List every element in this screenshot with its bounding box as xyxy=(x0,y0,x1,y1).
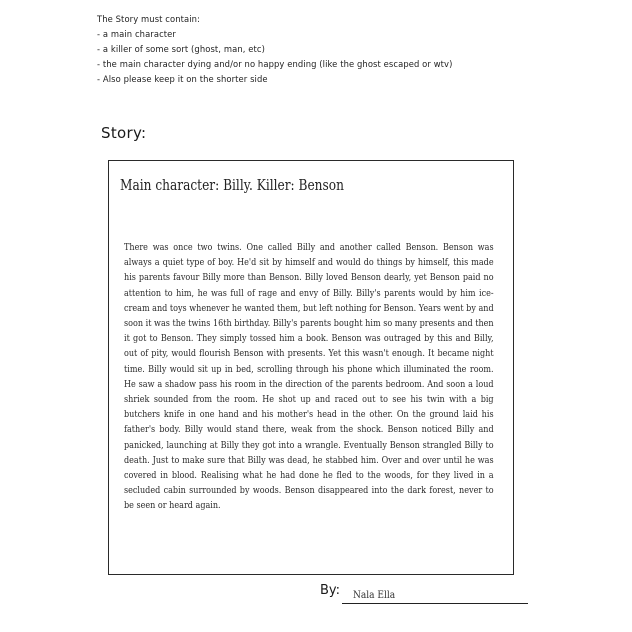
story-box xyxy=(108,160,514,575)
requirements-list xyxy=(97,12,617,87)
requirement-item: - Also please keep it on the shorter side xyxy=(97,74,268,84)
requirement-item: - a main character xyxy=(97,29,176,39)
requirement-item: - the main character dying and/or no happy ending (like the ghost escaped or wtv) xyxy=(97,59,453,69)
requirement-item: - a killer of some sort (ghost, man, etc) xyxy=(97,44,265,54)
author-name: Nala Ella xyxy=(353,589,396,601)
story-heading: Main character: Billy. Killer: Benson xyxy=(120,178,344,194)
story-body: There was once two twins. One called Billy and another called Benson. Benson was always a quiet type of boy. He'd sit by himself and would do things by himself, this made his parents favour Billy more than Benson. Billy loved Benson dearly, yet Benson paid no attention to him, he was full of rage and envy of Billy. Billy's parents would by him ice-cream and toys whenever he wanted them, but left nothing for Benson. Years went by and soon it was the twins 16th birthday. Billy's parents bought him so many presents and then it got to Benson. They simply tossed him a book. Benson was outraged by this and Billy, out of pity, would flourish Benson with presents. Yet this wasn't enough. It became night time. Billy would sit up in bed, scrolling through his phone which illuminated the room. He saw a shadow pass his room in the direction of the parents bedroom. And soon a loud shriek sounded from the room. He shot up and raced out to see his twin with a big butchers knife in one hand and his mother's head in the other. On the ground laid his father's body. Billy would stand there, weak from the shock. Benson noticed Billy and panicked, launching at Billy they got into a wrangle. Eventually Benson strangled Billy to death. Just to make sure that Billy was dead, he stabbed him. Over and over until he was covered in blood. Realising what he had done he fled to the woods, for they lived in a secluded cabin surrounded by woods. Benson disappeared into the dark forest, never to be seen or heard again. xyxy=(124,242,494,512)
requirements-heading: The Story must contain: xyxy=(97,14,201,24)
byline-label: By: xyxy=(320,583,341,598)
signature-line xyxy=(342,603,528,604)
story-label: Story: xyxy=(101,124,147,142)
